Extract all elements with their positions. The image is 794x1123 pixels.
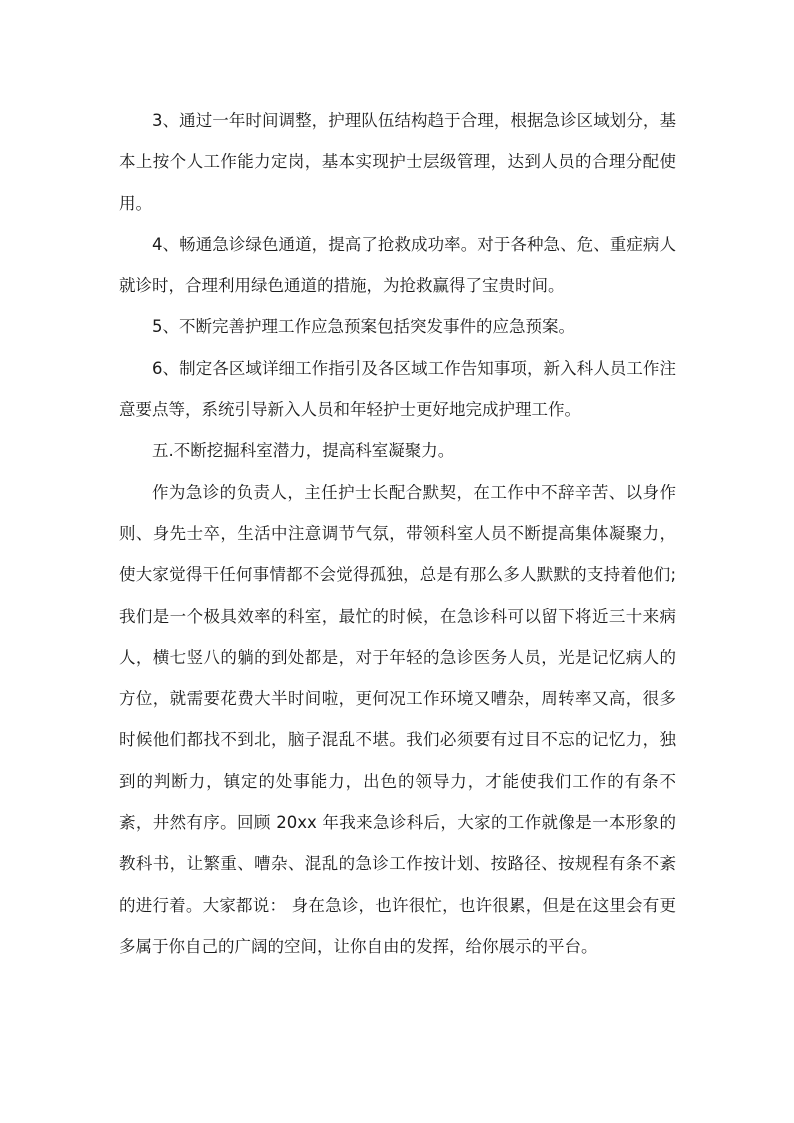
- paragraph-item-4: 4、畅通急诊绿色通道，提高了抢救成功率。对于各种急、危、重症病人就诊时，合理利用绿色通道的措施，为抢救赢得了宝贵时间。: [119, 234, 676, 296]
- section-heading-5: 五.不断挖掘科室潜力，提高科室凝聚力。: [152, 441, 455, 461]
- paragraph-item-3: 3、通过一年时间调整，护理队伍结构趋于合理，根据急诊区域划分，基本上按个人工作能力定岗，基本实现护士层级管理，达到人员的合理分配使用。: [119, 111, 676, 213]
- paragraph-item-6: 6、制定各区域详细工作指引及各区域工作告知事项，新入科人员工作注意要点等，系统引导新入人员和年轻护士更好地完成护理工作。: [119, 358, 676, 420]
- paragraph-item-5: 5、不断完善护理工作应急预案包括突发事件的应急预案。: [152, 317, 575, 337]
- document-body: [119, 100, 676, 967]
- paragraph-body: 作为急诊的负责人，主任护士长配合默契，在工作中不辞辛苦、以身作则、身先士卒，生活中注意调节气氛，带领科室人员不断提高集体凝聚力，使大家觉得干任何事情都不会觉得孤独，总是有那么多人默默的支持着他们;我们是一个极具效率的科室，最忙的时候，在急诊科可以留下将近三十来病人，横七竖八的躺的到处都是，对于年轻的急诊医务人员，光是记忆病人的方位，就需要花费大半时间啦，更何况工作环境又嘈杂，周转率又高，很多时候他们都找不到北，脑子混乱不堪。我们必须要有过目不忘的记忆力，独到的判断力，镇定的处事能力，出色的领导力，才能使我们工作的有条不紊，井然有序。回顾 20xx 年我来急诊科后，大家的工作就像是一本形象的教科书，让繁重、嘈杂、混乱的急诊工作按计划、按路径、按规程有条不紊的进行着。大家都说： 身在急诊，也许很忙，也许很累，但是在这里会有更多属于你自己的广阔的空间，让你自由的发挥，给你展示的平台。: [119, 482, 676, 956]
